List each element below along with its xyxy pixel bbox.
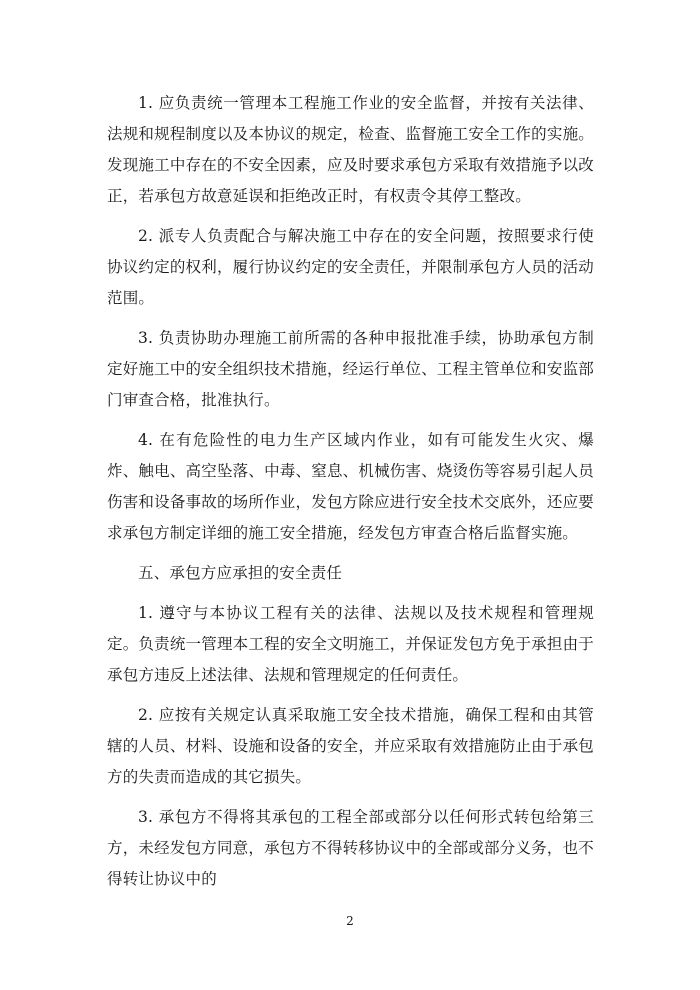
page-number: 2 bbox=[346, 914, 354, 928]
section-heading-contractor-duties: 五、承包方应承担的安全责任 bbox=[138, 564, 343, 582]
paragraph-employer-duty-4: 4. 在有危险性的电力生产区域内作业，如有可能发生火灾、爆炸、触电、高空坠落、中毒、窒息、机械伤害、烧烫伤等容易引起人员伤害和设备事故的场所作业，发包方除应进行安全技术交底外，还应要求承包方制定详细的施工安全措施，经发包方审查合格后监督实施。 bbox=[107, 431, 594, 542]
paragraph-employer-duty-1: 1. 应负责统一管理本工程施工作业的安全监督，并按有关法律、法规和规程制度以及本协议的规定，检查、监督施工安全工作的实施。发现施工中存在的不安全因素，应及时要求承包方采取有效措施予以改正，若承包方故意延误和拒绝改正时，有权责令其停工整改。 bbox=[107, 94, 594, 205]
document-body bbox=[107, 88, 594, 895]
paragraph-contractor-duty-1: 1. 遵守与本协议工程有关的法律、法规以及技术规程和管理规定。负责统一管理本工程的安全文明施工，并保证发包方免于承担由于承包方违反上述法律、法规和管理规定的任何责任。 bbox=[107, 604, 594, 684]
paragraph-contractor-duty-2: 2. 应按有关规定认真采取施工安全技术措施，确保工程和由其管辖的人员、材料、设施和设备的安全，并应采取有效措施防止由于承包方的失责而造成的其它损失。 bbox=[107, 706, 594, 786]
paragraph-contractor-duty-3: 3. 承包方不得将其承包的工程全部或部分以任何形式转包给第三方，未经发包方同意，承包方不得转移协议中的全部或部分义务，也不得转让协议中的 bbox=[107, 808, 594, 888]
paragraph-employer-duty-2: 2. 派专人负责配合与解决施工中存在的安全问题，按照要求行使协议约定的权利，履行协议约定的安全责任，并限制承包方人员的活动范围。 bbox=[107, 227, 594, 307]
paragraph-employer-duty-3: 3. 负责协助办理施工前所需的各种申报批准手续，协助承包方制定好施工中的安全组织技术措施，经运行单位、工程主管单位和安监部门审查合格，批准执行。 bbox=[107, 329, 594, 409]
